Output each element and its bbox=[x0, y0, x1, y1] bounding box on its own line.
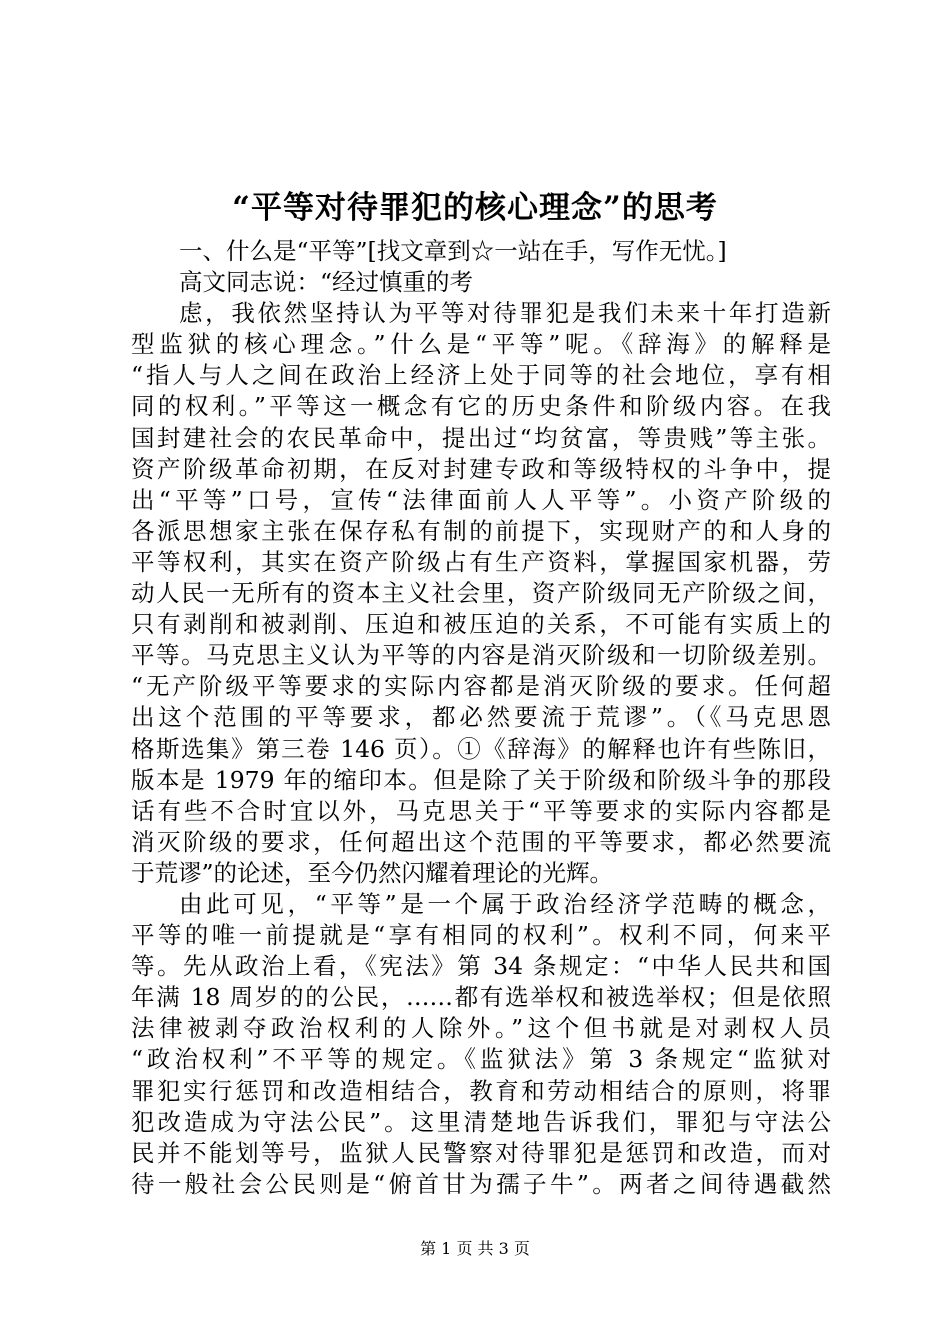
body-line: 于荒谬”的论述，至今仍然闪耀着理论的光辉。 bbox=[131, 858, 614, 887]
body-line: 待一般社会公民则是“俯首甘为孺子牛”。两者之间待遇截然 bbox=[131, 1169, 831, 1198]
body-line: 动人民一无所有的资本主义社会里，资产阶级同无产阶级之间， bbox=[131, 579, 831, 608]
body-line: “指人与人之间在政治上经济上处于同等的社会地位，享有相 bbox=[131, 361, 831, 390]
body-line: 国封建社会的农民革命中，提出过“均贫富，等贵贱”等主张。 bbox=[131, 423, 831, 452]
body-line: 年满 18 周岁的的公民，……都有选举权和被选举权；但是依照 bbox=[131, 983, 831, 1012]
document-title: “平等对待罪犯的核心理念”的思考 bbox=[232, 190, 718, 226]
body-line: 平等的唯一前提就是“享有相同的权利”。权利不同，何来平 bbox=[131, 921, 831, 950]
body-line: 资产阶级革命初期，在反对封建专政和等级特权的斗争中，提 bbox=[131, 454, 831, 483]
body-line: 话有些不合时宜以外，马克思关于“平等要求的实际内容都是 bbox=[131, 796, 831, 825]
body-line: 由此可见，“平等”是一个属于政治经济学范畴的概念， bbox=[179, 889, 831, 918]
body-line: 版本是 1979 年的缩印本。但是除了关于阶级和阶级斗争的那段 bbox=[131, 765, 831, 794]
body-line: 犯改造成为守法公民”。这里清楚地告诉我们，罪犯与守法公 bbox=[131, 1107, 831, 1136]
body-line: 各派思想家主张在保存私有制的前提下，实现财产的和人身的 bbox=[131, 516, 831, 545]
body-line: 出这个范围的平等要求，都必然要流于荒谬”。（《马克思恩 bbox=[131, 703, 831, 732]
body-line: 平等权利，其实在资产阶级占有生产资料，掌握国家机器，劳 bbox=[131, 547, 831, 576]
body-line: 虑，我依然坚持认为平等对待罪犯是我们未来十年打造新 bbox=[179, 299, 831, 328]
body-line: “无产阶级平等要求的实际内容都是消灭阶级的要求。任何超 bbox=[131, 672, 831, 701]
body-line: 同的权利。”平等这一概念有它的历史条件和阶级内容。在我 bbox=[131, 392, 831, 421]
body-line: 一、什么是“平等”[找文章到☆一站在手，写作无忧。] bbox=[179, 237, 727, 265]
body-line: 只有剥削和被剥削、压迫和被压迫的关系，不可能有实质上的 bbox=[131, 610, 831, 639]
body-line: 消灭阶级的要求，任何超出这个范围的平等要求，都必然要流 bbox=[131, 827, 831, 856]
body-line: 等。先从政治上看，《宪法》第 34 条规定：“中华人民共和国 bbox=[131, 952, 831, 981]
body-line: 出“平等”口号，宣传“法律面前人人平等”。小资产阶级的 bbox=[131, 485, 831, 514]
body-line: 格斯选集》第三卷 146 页）。①《辞海》的解释也许有些陈旧， bbox=[131, 734, 831, 763]
body-line: 型监狱的核心理念。”什么是“平等”呢。《辞海》的解释是 bbox=[131, 330, 831, 359]
document-body bbox=[131, 236, 831, 1200]
page-footer: 第 1 页 共 3 页 bbox=[420, 1239, 530, 1258]
body-line: 民并不能划等号，监狱人民警察对待罪犯是惩罚和改造，而对 bbox=[131, 1138, 831, 1167]
body-line: 法律被剥夺政治权利的人除外。”这个但书就是对剥权人员 bbox=[131, 1014, 831, 1043]
body-line: 平等。马克思主义认为平等的内容是消灭阶级和一切阶级差别。 bbox=[131, 641, 831, 670]
body-line: “政治权利”不平等的规定。《监狱法》第 3 条规定“监狱对 bbox=[131, 1045, 831, 1074]
body-line: 高文同志说：“经过慎重的考 bbox=[179, 268, 474, 297]
body-line: 罪犯实行惩罚和改造相结合，教育和劳动相结合的原则，将罪 bbox=[131, 1076, 831, 1105]
